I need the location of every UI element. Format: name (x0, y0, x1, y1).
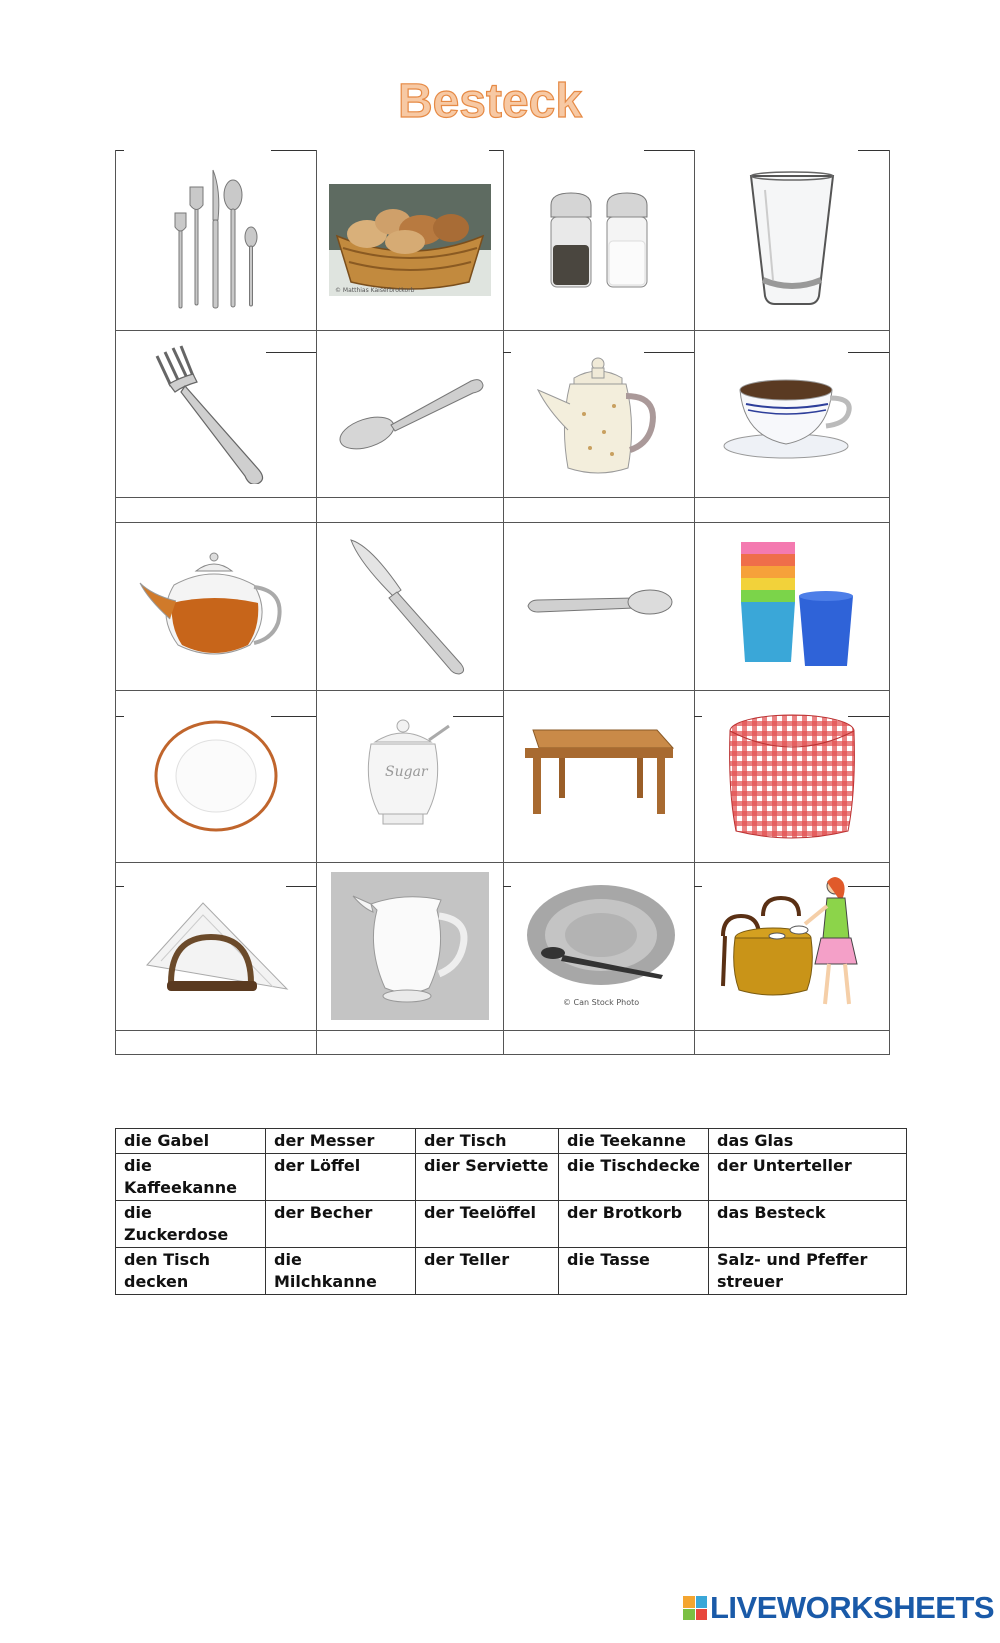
table-row (116, 1129, 907, 1154)
table-cell: die Tischdecke (559, 1154, 709, 1201)
table-cell: die Gabel (116, 1129, 266, 1154)
table-cell: der Löffel (266, 1154, 416, 1201)
stacked-cups-icon (694, 522, 889, 690)
table-row (116, 1154, 907, 1201)
knife-icon (316, 522, 503, 690)
cutlery-set-icon (116, 150, 316, 330)
table-cell: die Tasse (559, 1248, 709, 1295)
table-cell: die Teekanne (559, 1129, 709, 1154)
table-cell: Salz- und Pfeffer streuer (709, 1248, 907, 1295)
table-cell: der Unterteller (709, 1154, 907, 1201)
table-cell: die Zuckerdose (116, 1201, 266, 1248)
liveworksheets-logo[interactable] (683, 1590, 994, 1626)
fork-icon (116, 330, 316, 497)
table-cell: die Kaffeekanne (116, 1154, 266, 1201)
plate-icon (116, 690, 316, 862)
table-icon (503, 690, 694, 862)
page-title: Besteck (397, 75, 583, 128)
table-cell: der Brotkorb (559, 1201, 709, 1248)
word-table (115, 1128, 907, 1295)
girl-setting-table-icon (694, 862, 889, 1030)
svg-text:© Matthias Kaiserbrotkorb: © Matthias Kaiserbrotkorb (334, 287, 414, 294)
napkin-holder-icon (116, 862, 316, 1030)
saucer-with-spoon-icon (503, 862, 694, 1030)
table-cell: der Teller (416, 1248, 559, 1295)
table-cell: der Teelöffel (416, 1201, 559, 1248)
spoon-icon (316, 330, 503, 497)
milk-jug-icon (316, 862, 503, 1030)
table-cell: das Besteck (709, 1201, 907, 1248)
sugar-bowl-icon (316, 690, 503, 862)
tablecloth-icon (694, 690, 889, 862)
table-cell: der Becher (266, 1201, 416, 1248)
table-row (116, 1248, 907, 1295)
table-row (116, 1201, 907, 1248)
table-cell: den Tisch decken (116, 1248, 266, 1295)
bread-basket-icon (316, 150, 503, 330)
liveworksheets-logo-icon (683, 1596, 707, 1620)
picture-grid (115, 150, 890, 1055)
salt-pepper-shakers-icon (503, 150, 694, 330)
cup-and-saucer-icon (694, 330, 889, 497)
coffee-pot-icon (503, 330, 694, 497)
table-cell: das Glas (709, 1129, 907, 1154)
glass-teapot-icon (116, 522, 316, 690)
drinking-glass-icon (694, 150, 889, 330)
table-cell: dier Serviette (416, 1154, 559, 1201)
table-cell: der Tisch (416, 1129, 559, 1154)
teaspoon-icon (503, 522, 694, 690)
svg-text:© Can Stock Photo: © Can Stock Photo (562, 998, 639, 1007)
table-cell: der Messer (266, 1129, 416, 1154)
table-cell: die Milchkanne (266, 1248, 416, 1295)
svg-text:Sugar: Sugar (384, 764, 428, 780)
brand-name: LIVEWORKSHEETS (710, 1590, 995, 1625)
